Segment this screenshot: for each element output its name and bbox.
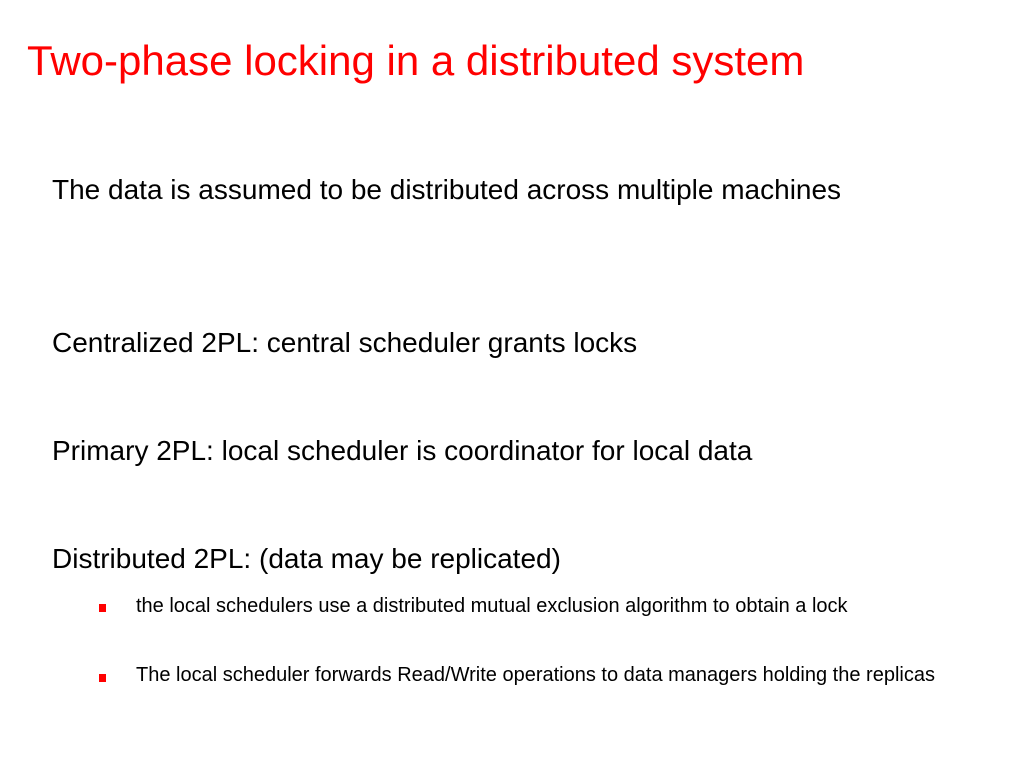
point-distributed-2pl: Distributed 2PL: (data may be replicated) — [52, 543, 561, 574]
square-bullet-icon — [99, 674, 106, 682]
slide-title: Two-phase locking in a distributed system — [27, 37, 805, 84]
sub-point-mutual-exclusion: the local schedulers use a distributed mutual exclusion algorithm to obtain a lock — [136, 595, 848, 617]
square-bullet-icon — [99, 604, 106, 612]
point-centralized-2pl: Centralized 2PL: central scheduler grants locks — [52, 327, 638, 358]
sub-point-forward-operations: The local scheduler forwards Read/Write operations to data managers holding the replicas — [136, 664, 935, 686]
point-data-distribution: The data is assumed to be distributed across multiple machines — [52, 174, 842, 205]
point-primary-2pl: Primary 2PL: local scheduler is coordinator for local data — [52, 435, 753, 466]
